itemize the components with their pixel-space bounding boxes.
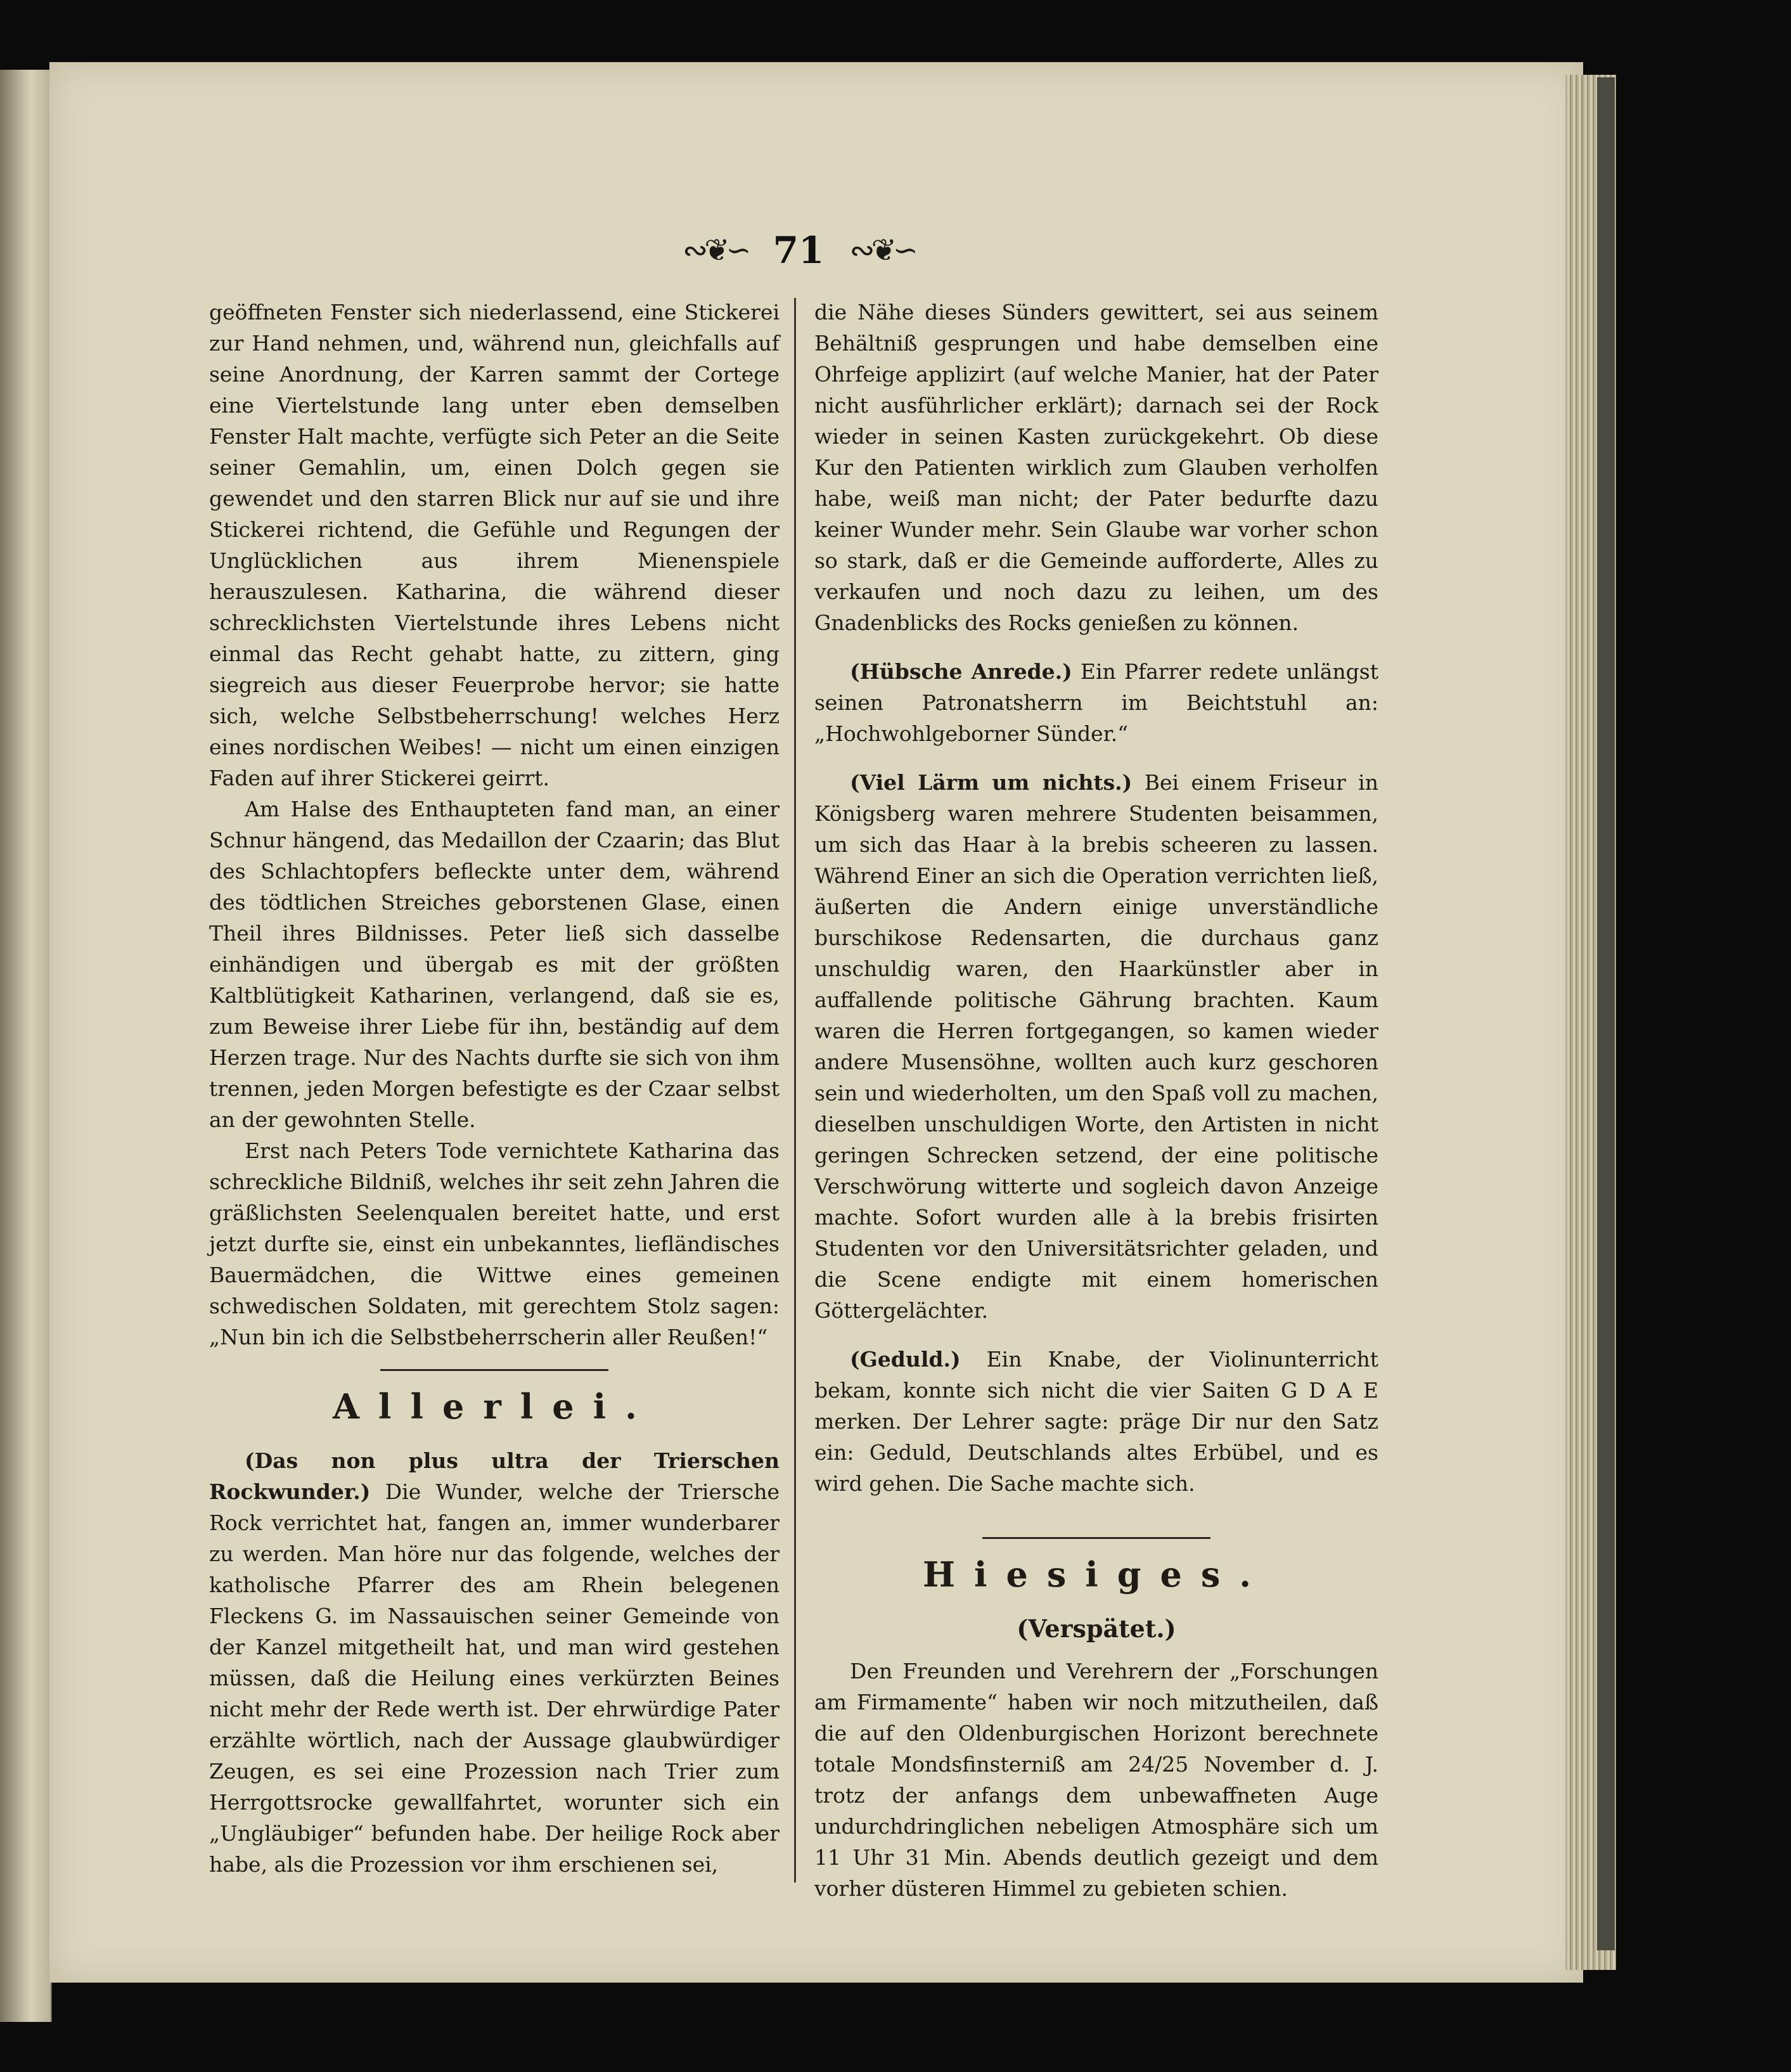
page-number: 71 xyxy=(773,229,825,272)
page-header xyxy=(665,225,932,276)
right-ornament-icon: ∾❦∽ xyxy=(849,233,915,268)
paragraph: Am Halse des Enthaupteten fand man, an einer Schnur hängend, das Medaillon der Czaarin; das Blut des Schlachtopfers befleckte unter dem, während des tödtlichen Streiches geborstenen Glase, einen Theil ihres Bildnisses. Peter ließ sich dasselbe einhändigen und übergab es mit der größten Kaltblütigkeit Katharinen, verlangend, daß sie es, zum Beweise ihrer Liebe für ihn, beständig auf dem Herzen trage. Nur des Nachts durfte sie sich von ihm trennen, jeden Morgen befestigte es der Czaar selbst an der gewohnten Stelle. xyxy=(209,797,780,1132)
section-divider xyxy=(982,1537,1210,1539)
column-divider xyxy=(794,298,796,1882)
item-heading: (Das non plus ultra der Trierschen Rockwunder.) xyxy=(209,1448,780,1504)
facing-page-edge xyxy=(0,70,52,2022)
section-title: Hiesiges. xyxy=(922,1554,1271,1595)
paragraph: die Nähe dieses Sünders gewittert, sei aus seinem Behältniß gesprungen und habe demselben eine Ohrfeige applizirt (auf welche Manier, hat der Pater nicht ausführlicher erklärt); darnach sei der Rock wieder in seinen Kasten zurückgekehrt. Ob diese Kur den Patienten wirklich zum Glauben verholfen habe, weiß man nicht; der Pater bedurfte dazu keiner Wunder mehr. Sein Glaube war vorher schon so stark, daß er die Gemeinde aufforderte, Alles zu verkaufen und noch dazu zu leihen, um des Gnadenblicks des Rocks genießen zu können. xyxy=(814,300,1378,635)
left-column xyxy=(209,297,780,1880)
paragraph: geöffneten Fenster sich niederlassend, eine Stickerei zur Hand nehmen, und, während nun, gleichfalls auf seine Anordnung, der Karren sammt der Cortege eine Viertelstunde lang unter eben demselben Fenster Halt machte, verfügte sich Peter an die Seite seiner Gemahlin, um, einen Dolch gegen sie gewendet und den starren Blick nur auf sie und ihre Stickerei richtend, die Gefühle und Regungen der Unglücklichen aus ihrem Mienenspiele herauszulesen. Katharina, die während dieser schrecklichsten Viertelstunde ihres Lebens nicht einmal das Recht gehabt hatte, zu zittern, ging siegreich aus dieser Feuerprobe hervor; sie hatte sich, welche Selbstbeherrschung! welches Herz eines nordischen Weibes! — nicht um einen einzigen Faden auf ihrer Stickerei geirrt. xyxy=(209,300,780,790)
item-heading: (Geduld.) xyxy=(850,1347,961,1372)
item-text: Bei einem Friseur in Königsberg waren mehrere Studenten beisammen, um sich das Haar à la brebis scheeren zu lassen. Während Einer an sich die Operation verrichten ließ, äußerten die Andern einige unverständliche burschikose Redensarten, die durchaus ganz unschuldig waren, den Haarkünstler aber in auffallende politische Gährung brachten. Kaum waren die Herren fortgegangen, so kamen wieder andere Musensöhne, wollten auch kurz geschoren sein und wiederholten, um den Spaß voll zu machen, dieselben unschuldigen Worte, den Artisten in nicht geringen Schrecken setzend, der eine politische Verschwörung witterte und sogleich davon Anzeige machte. Sofort wurden alle à la brebis frisirten Studenten vor den Universitätsrichter geladen, und die Scene endigte mit einem homerischen Göttergelächter. xyxy=(814,770,1378,1323)
item-heading: (Hübsche Anrede.) xyxy=(850,659,1072,684)
item-text: Die Wunder, welche der Triersche Rock verrichtet hat, fangen an, immer wunderbarer zu werden. Man höre nur das folgende, welches der katholische Pfarrer des am Rhein belegenen Fleckens G. im Nassauischen seiner Gemeinde von der Kanzel mitgetheilt hat, und man wird gestehen müssen, daß die Heilung eines verkürzten Beines nicht mehr der Rede werth ist. Der ehrwürdige Pater erzählte wörtlich, nach der Aussage glaubwürdiger Zeugen, es sei eine Prozession nach Trier zum Herrgottsrocke gewallfahrtet, worunter sich ein „Ungläubiger“ befunden habe. Der heilige Rock aber habe, als die Prozession vor ihm erschienen sei, xyxy=(209,1479,780,1877)
item-heading: (Verspätet.) xyxy=(1017,1614,1176,1643)
item-text: Ein Knabe, der Violinunterricht bekam, konnte sich nicht die vier Saiten G D A E merken. Der Lehrer sagte: präge Dir nur den Satz ein: Geduld, Deutschlands altes Erbübel, und es wird gehen. Die Sache machte sich. xyxy=(814,1347,1378,1496)
item-heading: (Viel Lärm um nichts.) xyxy=(850,770,1133,795)
right-column xyxy=(814,297,1378,1904)
left-ornament-icon: ∾❦∽ xyxy=(682,233,748,268)
section-title: Allerlei. xyxy=(333,1386,656,1427)
item-text: Den Freunden und Verehrern der „Forschungen am Firmamente“ haben wir noch mitzutheilen, daß die auf den Oldenburgischen Horizont berechnete totale Mondsfinsterniß am 24/25 November d. J. trotz der anfangs dem unbewaffneten Auge undurchdringlichen nebeligen Atmosphäre sich um 11 Uhr 31 Min. Abends deutlich gezeigt und dem vorher düsteren Himmel zu gebieten schien. xyxy=(814,1659,1378,1901)
paragraph: Erst nach Peters Tode vernichtete Katharina das schreckliche Bildniß, welches ihr seit zehn Jahren die gräßlichsten Seelenqualen bereitet hatte, und erst jetzt durfte sie, einst ein unbekanntes, liefländisches Bauermädchen, die Wittwe eines gemeinen schwedischen Soldaten, mit gerechtem Stolz sagen: „Nun bin ich die Selbstbeherrscherin aller Reußen!“ xyxy=(209,1138,780,1349)
section-divider xyxy=(380,1369,608,1371)
book-cover-edge xyxy=(1597,77,1615,1950)
item-text: Ein Pfarrer redete unlängst seinen Patronatsherrn im Beichtstuhl an: „Hochwohlgeborner Sünder.“ xyxy=(814,659,1379,746)
